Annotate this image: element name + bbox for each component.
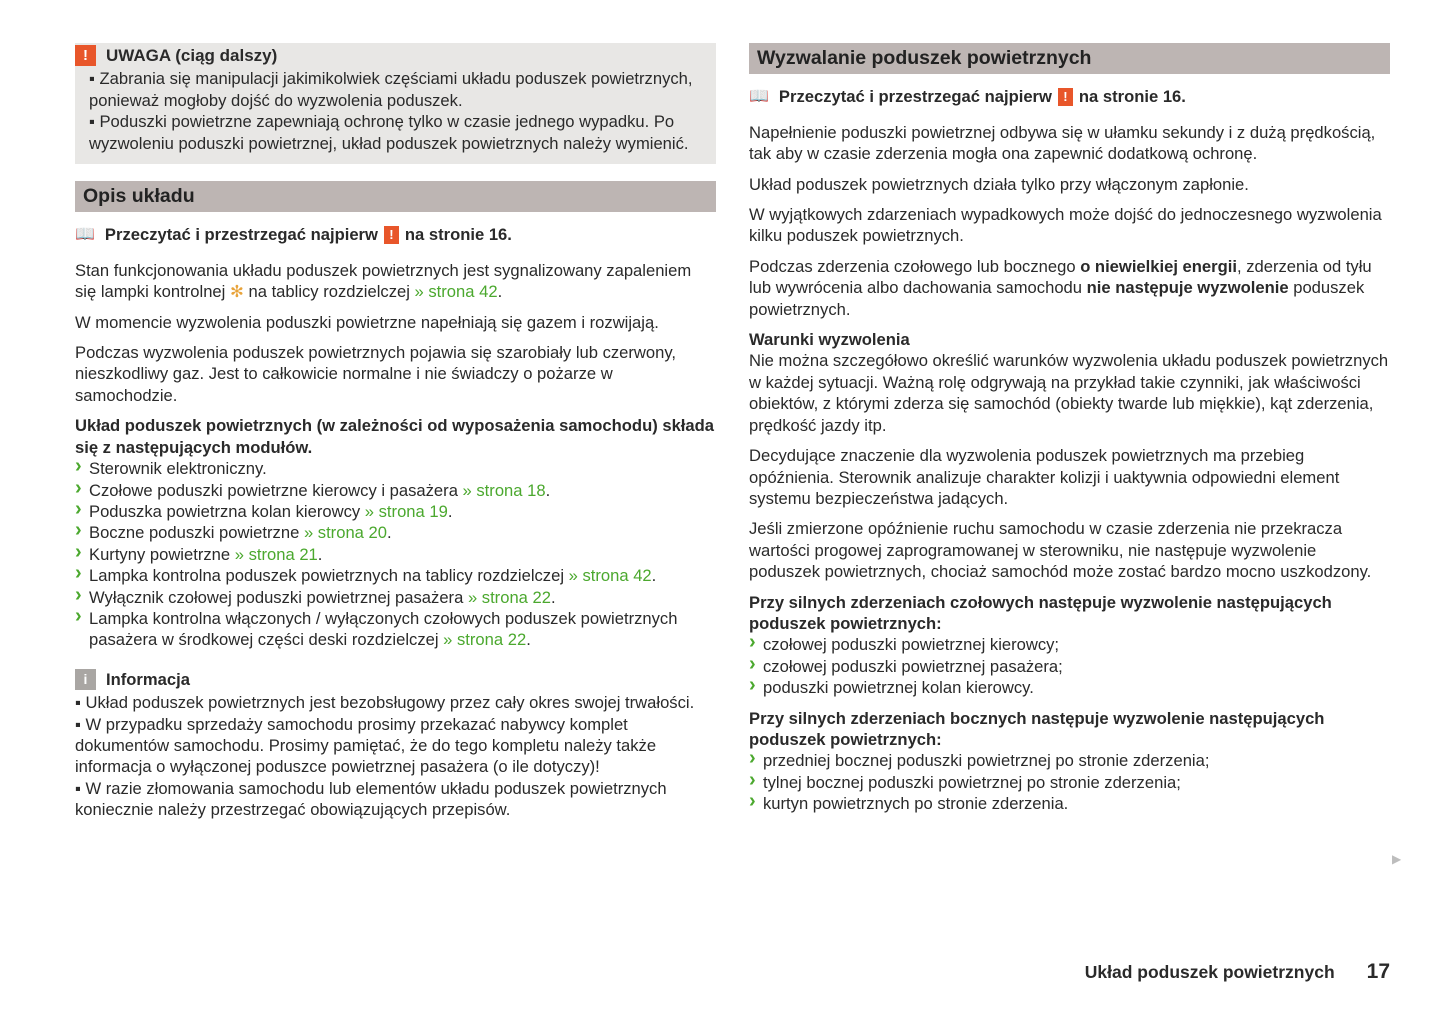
page-link[interactable]: » strona 22 — [467, 587, 551, 607]
text: Lampka kontrolna poduszek powietrznych na tablicy rozdzielczej — [89, 566, 565, 586]
text: poduszek powietrznych. — [749, 278, 1365, 319]
info-item: ▪ W razie złomowania samochodu lub elementów układu poduszek powietrznych koniecznie należy przestrzegać obowiązujących przepisów. — [75, 778, 667, 820]
side-heading: Przy silnych zderzeniach bocznych następuje wyzwolenie następujących poduszek powietrznych: — [749, 708, 1325, 749]
list-item: › tylnej bocznej poduszki powietrznej po stronie zderzenia; — [749, 772, 1390, 793]
paragraph: Jeśli zmierzone opóźnienie ruchu samochodu w czasie zderzenia nie przekracza wartości progowej zaprogramowanej w sterowniku, nie następuje wyzwolenie poduszek powietrznych, chociaż samochód może zostać bardzo mocno uszkodzony. — [749, 519, 1372, 582]
text: Lampka kontrolna włączonych / wyłączonych czołowych poduszek powietrznych pasażera w środkowej części deski rozdzielczej — [89, 608, 678, 650]
info-item: ▪ W przypadku sprzedaży samochodu prosimy przekazać nabywcy komplet dokumentów samochodu. Prosimy pamiętać, że do tego kompletu należy także informacja o wyłączonej poduszce powietrznej pasażera (o ile dotyczy)! — [75, 714, 657, 777]
info-icon: i — [75, 669, 96, 690]
info-box — [75, 669, 716, 821]
warning-item: ▪ Poduszki powietrzne zapewniają ochronę tylko w czasie jednego wypadku. Po wyzwoleniu poduszki powietrznej, układ poduszek powietrznych należy wymienić. — [89, 112, 689, 153]
list-item: › czołowej poduszki powietrznej kierowcy; — [749, 634, 1390, 655]
info-item: ▪ Układ poduszek powietrznych jest bezobsługowy przez cały okres swojej trwałości. — [75, 693, 695, 713]
paragraph: Napełnienie poduszki powietrznej odbywa się w ułamku sekundy i z dużą prędkością, tak aby w czasie zderzenia mogła ona zapewnić dodatkową ochronę. — [749, 122, 1376, 164]
text: Czołowe poduszki powietrzne kierowcy i pasażera — [89, 480, 458, 500]
continue-arrow-icon: ▶ — [1392, 852, 1402, 866]
section-title: Opis układu — [75, 181, 716, 212]
right-column — [749, 43, 1390, 824]
book-icon: 📖 — [749, 88, 767, 106]
warning-exclamation-icon: ! — [1058, 88, 1073, 106]
page-link[interactable]: » strona 42 — [568, 566, 652, 586]
text: , zderzenia od tyłu lub wywrócenia albo dachowania samochodu — [749, 256, 1372, 298]
text: Sterownik elektroniczny. — [89, 459, 267, 479]
page-footer — [1085, 960, 1390, 984]
paragraph: W wyjątkowych zdarzeniach wypadkowych może dojść do jednoczesnego wyzwolenia kilku poduszek powietrznych. — [749, 205, 1382, 246]
left-column — [75, 43, 716, 821]
info-title: Informacja — [106, 669, 190, 689]
page-link[interactable]: » strona 20 — [303, 523, 387, 543]
list-item: › Wyłącznik czołowej poduszki powietrznej pasażera » strona 22. — [75, 587, 716, 608]
list-item: › czołowej poduszki powietrznej pasażera; — [749, 656, 1390, 677]
paragraph: Nie można szczegółowo określić warunków wyzwolenia układu poduszek powietrznych w każdej sytuacji. Ważną rolę odgrywają na przykład takie czynniki, jak właściwości obiektów, z którymi zderza się samochód (obiekty twarde lub miękkie), kąt zderzenia, prędkość jazdy itp. — [749, 351, 1389, 435]
page-link[interactable]: » strona 42 — [414, 282, 498, 302]
airbag-warning-lamp-icon: ✻ — [229, 282, 244, 302]
warning-title: UWAGA (ciąg dalszy) — [106, 46, 278, 65]
paragraph: Decydujące znaczenie dla wyzwolenia poduszek powietrznych ma przebieg opóźnienia. Sterownik analizuje charakter kolizji i uaktywnia odpowiedni element systemu bezpieczeństwa jadących. — [749, 446, 1340, 508]
page-link[interactable]: » strona 19 — [364, 501, 448, 521]
paragraph — [75, 260, 716, 303]
warning-exclamation-icon: ! — [75, 45, 96, 66]
list-item: › Lampka kontrolna poduszek powietrznych na tablicy rozdzielczej » strona 42. — [75, 565, 716, 586]
paragraph: Układ poduszek powietrznych działa tylko przy włączonym zapłonie. — [749, 174, 1249, 194]
side-list — [749, 750, 1390, 814]
warning-box — [75, 43, 716, 164]
text: . — [497, 282, 503, 302]
text: Wyłącznik czołowej poduszki powietrznej pasażera — [89, 587, 464, 607]
read-first-text: Przeczytać i przestrzegać najpierw — [104, 225, 378, 245]
modules-heading: Układ poduszek powietrznych (w zależności od wyposażenia samochodu) składa się z następujących modułów. — [75, 416, 715, 457]
text: na tablicy rozdzielczej — [248, 282, 410, 302]
text: Kurtyny powietrzne — [89, 544, 231, 564]
text: Poduszka powietrzna kolan kierowcy — [89, 501, 361, 521]
read-first-note — [75, 224, 716, 245]
frontal-list — [749, 634, 1390, 698]
read-first-page[interactable]: na stronie 16. — [1078, 87, 1186, 107]
read-first-note — [749, 86, 1390, 107]
warning-item: ▪ Zabrania się manipulacji jakimikolwiek częściami układu poduszek powietrznych, ponieważ mogłoby dojść do wyzwolenia poduszek. — [89, 69, 693, 110]
paragraph: W momencie wyzwolenia poduszki powietrzne napełniają się gazem i rozwijają. — [75, 312, 659, 332]
list-item: › kurtyn powietrznych po stronie zderzenia. — [749, 793, 1390, 814]
read-first-text: Przeczytać i przestrzegać najpierw — [778, 87, 1052, 107]
page-link[interactable]: » strona 22 — [443, 630, 527, 650]
chapter-title: Układ poduszek powietrznych — [1084, 962, 1335, 982]
warning-exclamation-icon: ! — [384, 226, 399, 244]
page-link[interactable]: » strona 21 — [234, 544, 318, 564]
page-number: 17 — [1366, 960, 1390, 983]
list-item: › przedniej bocznej poduszki powietrznej po stronie zderzenia; — [749, 750, 1390, 771]
text: Podczas zderzenia czołowego lub bocznego — [749, 256, 1076, 276]
book-icon: 📖 — [75, 226, 93, 244]
list-item: › Poduszka powietrzna kolan kierowcy » strona 19. — [75, 501, 716, 522]
section-title: Wyzwalanie poduszek powietrznych — [749, 43, 1390, 74]
paragraph: Podczas wyzwolenia poduszek powietrznych pojawia się szarobiały lub czerwony, nieszkodliwy gaz. Jest to całkowicie normalne i nie świadczy o pożarze w samochodzie. — [75, 343, 677, 405]
list-item: › Lampka kontrolna włączonych / wyłączonych czołowych poduszek powietrznych pasażera w środkowej części deski rozdzielczej » strona 22. — [75, 608, 716, 651]
list-item: › Boczne poduszki powietrzne » strona 20. — [75, 522, 716, 543]
list-item: › poduszki powietrznej kolan kierowcy. — [749, 677, 1390, 698]
text: Boczne poduszki powietrzne — [89, 523, 300, 543]
page-link[interactable]: » strona 18 — [462, 480, 546, 500]
paragraph — [749, 256, 1390, 320]
list-item — [75, 458, 716, 479]
modules-list — [75, 458, 716, 651]
frontal-heading: Przy silnych zderzeniach czołowych następuje wyzwolenie następujących poduszek powietrznych: — [749, 592, 1332, 633]
bold-text: nie następuje wyzwolenie — [1086, 278, 1289, 298]
text: Stan funkcjonowania układu poduszek powietrznych jest sygnalizowany zapaleniem się lampki kontrolnej — [75, 260, 692, 302]
conditions-heading: Warunki wyzwolenia — [749, 330, 910, 350]
read-first-page[interactable]: na stronie 16. — [404, 225, 512, 245]
list-item: › Kurtyny powietrzne » strona 21. — [75, 544, 716, 565]
list-item: › Czołowe poduszki powietrzne kierowcy i pasażera » strona 18. — [75, 480, 716, 501]
bold-text: o niewielkiej energii — [1080, 256, 1237, 276]
